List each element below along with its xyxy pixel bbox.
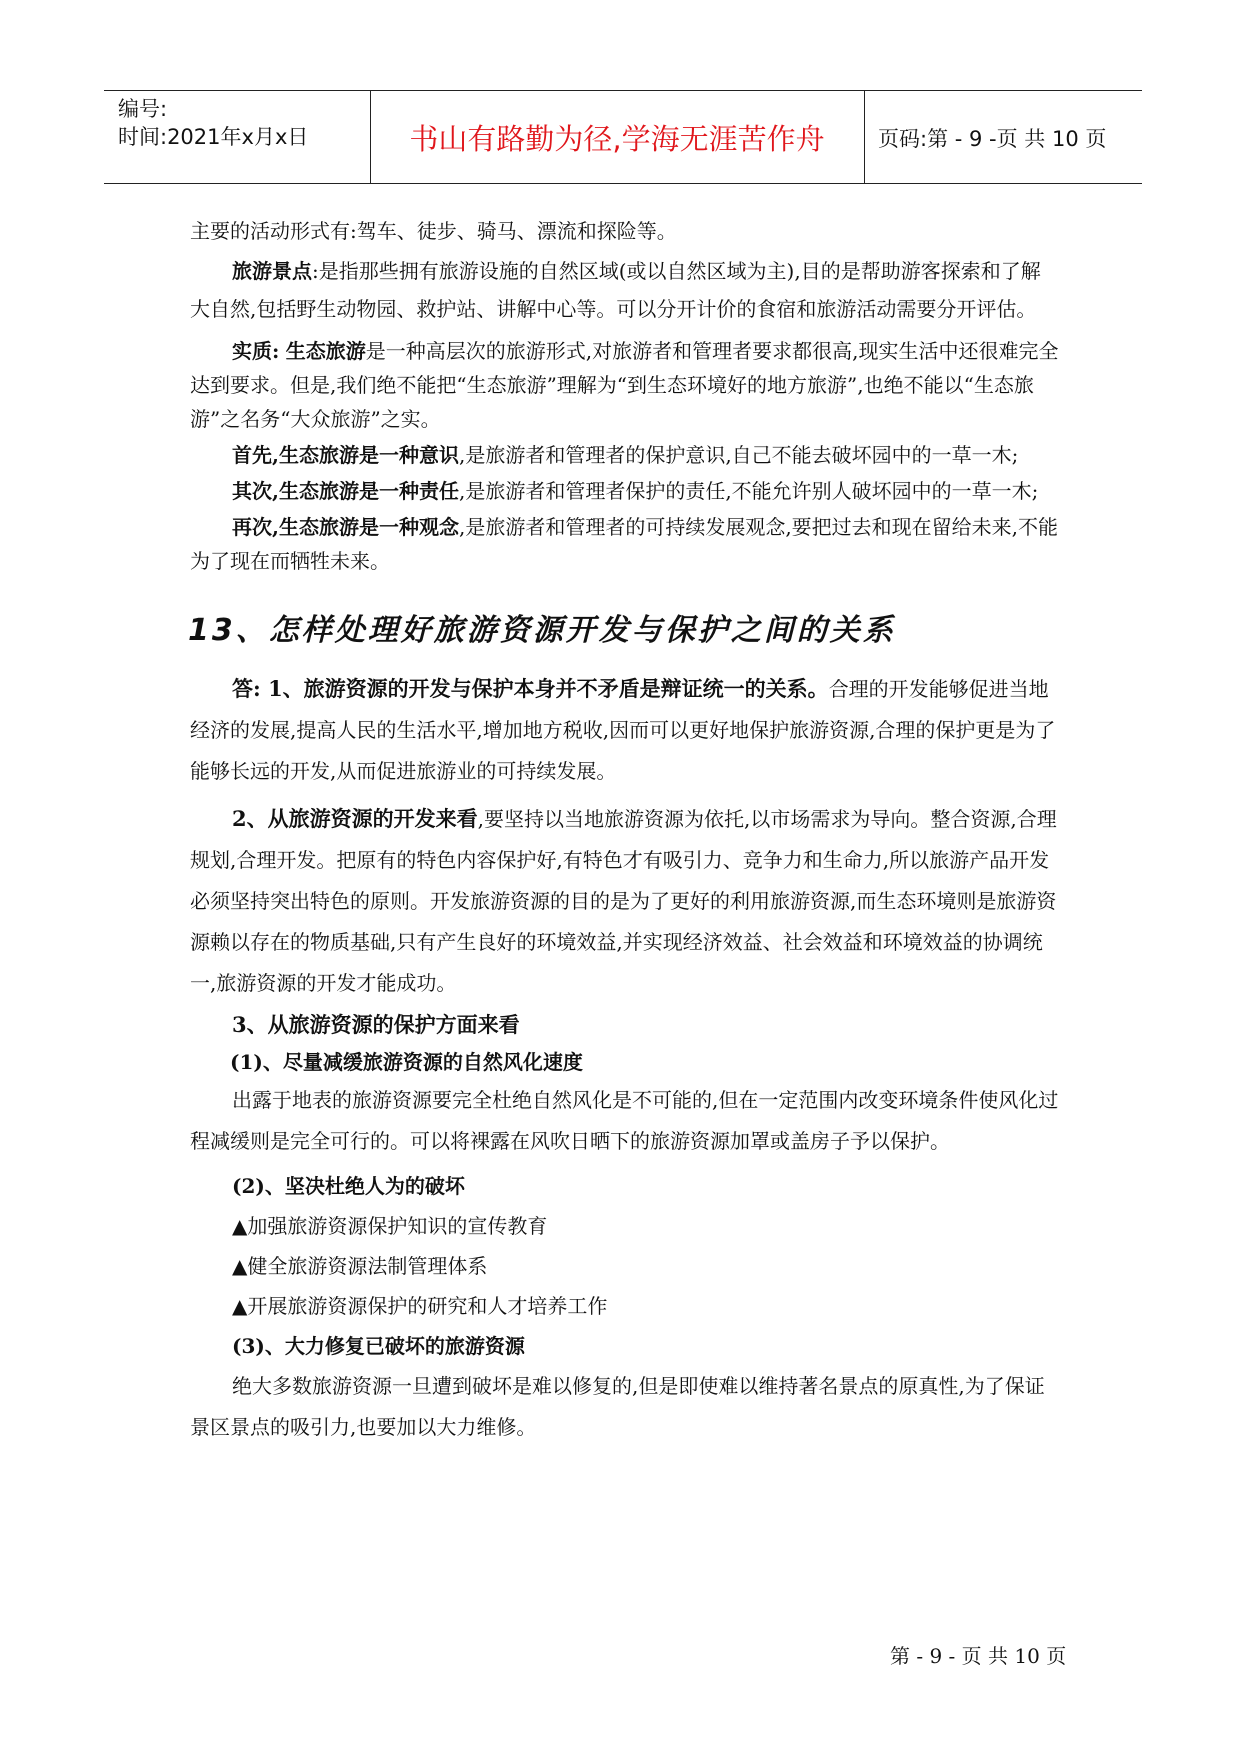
bullet-item: ▲开展旅游资源保护的研究和人才培养工作 <box>232 1294 608 1318</box>
bullet-item: ▲健全旅游资源法制管理体系 <box>232 1254 488 1278</box>
page-footer: 第 - 9 - 页 共 10 页 <box>890 1644 1067 1668</box>
header-motto-cell <box>370 91 865 183</box>
answer-point-3-heading: 3、从旅游资源的保护方面来看 <box>232 1012 520 1037</box>
paragraph-restoration: 绝大多数旅游资源一旦遭到破坏是难以修复的,但是即使难以维持著名景点的原真性,为了保证景区景点的吸引力,也要加以大力维修。 <box>190 1374 1045 1439</box>
paragraph-essence: 实质: 生态旅游是一种高层次的旅游形式,对旅游者和管理者要求都很高,现实生活中还很难完全达到要求。但是,我们绝不能把“生态旅游”理解为“到生态环境好的地方旅游”,也绝不能以“生态旅游”之名务“大众旅游”之实。 <box>190 339 1059 431</box>
paragraph-weathering: 出露于地表的旅游资源要完全杜绝自然风化是不可能的,但在一定范围内改变环境条件使风化过程减缓则是完全可行的。可以将裸露在风吹日晒下的旅游资源加罩或盖房子予以保护。 <box>190 1088 1059 1153</box>
section-heading-13: 13、怎样处理好旅游资源开发与保护之间的关系 <box>188 613 896 648</box>
header-meta-cell <box>104 91 371 183</box>
subheading-human-damage: (2)、坚决杜绝人为的破坏 <box>232 1174 465 1198</box>
document-time-label: 时间:2021年x月x日 <box>118 125 309 149</box>
document-number-label: 编号: <box>118 97 168 121</box>
document-body <box>190 212 1060 1448</box>
paragraph-first: 首先,生态旅游是一种意识,是旅游者和管理者的保护意识,自己不能去破坏园中的一草一木; <box>232 443 1019 467</box>
subheading-weathering: (1)、尽量减缓旅游资源的自然风化速度 <box>230 1050 583 1074</box>
answer-point-2: 2、从旅游资源的开发来看,要坚持以当地旅游资源为依托,以市场需求为导向。整合资源,合理规划,合理开发。把原有的特色内容保护好,有特色才有吸引力、竞争力和生命力,所以旅游产品开发必须坚持突出特色的原则。开发旅游资源的目的是为了更好的利用旅游资源,而生态环境则是旅游资源赖以存在的物质基础,只有产生良好的环境效益,并实现经济效益、社会效益和环境效益的协调统一,旅游资源的开发才能成功。 <box>190 806 1057 995</box>
paragraph-scenic-spot: 旅游景点:是指那些拥有旅游设施的自然区域(或以自然区域为主),目的是帮助游客探索和了解大自然,包括野生动物园、救护站、讲解中心等。可以分开计价的食宿和旅游活动需要分开评估。 <box>190 259 1041 321</box>
paragraph-second: 其次,生态旅游是一种责任,是旅游者和管理者保护的责任,不能允许别人破坏园中的一草一木; <box>232 479 1039 503</box>
answer-point-1: 答: 1、旅游资源的开发与保护本身并不矛盾是辩证统一的关系。合理的开发能够促进当地经济的发展,提高人民的生活水平,增加地方税收,因而可以更好地保护旅游资源,合理的保护更是为了能够长远的开发,从而促进旅游业的可持续发展。 <box>190 676 1056 783</box>
bullet-item: ▲加强旅游资源保护知识的宣传教育 <box>232 1214 548 1238</box>
header-page-cell <box>864 91 1142 183</box>
page-header <box>104 90 1142 184</box>
paragraph-activities: 主要的活动形式有:驾车、徒步、骑马、漂流和探险等。 <box>190 219 677 243</box>
paragraph-third: 再次,生态旅游是一种观念,是旅游者和管理者的可持续发展观念,要把过去和现在留给未来,不能为了现在而牺牲未来。 <box>190 515 1059 573</box>
header-page-number: 页码:第 - 9 -页 共 10 页 <box>878 127 1107 151</box>
header-motto: 书山有路勤为径,学海无涯苦作舟 <box>409 122 825 156</box>
subheading-restoration: (3)、大力修复已破坏的旅游资源 <box>232 1334 525 1358</box>
